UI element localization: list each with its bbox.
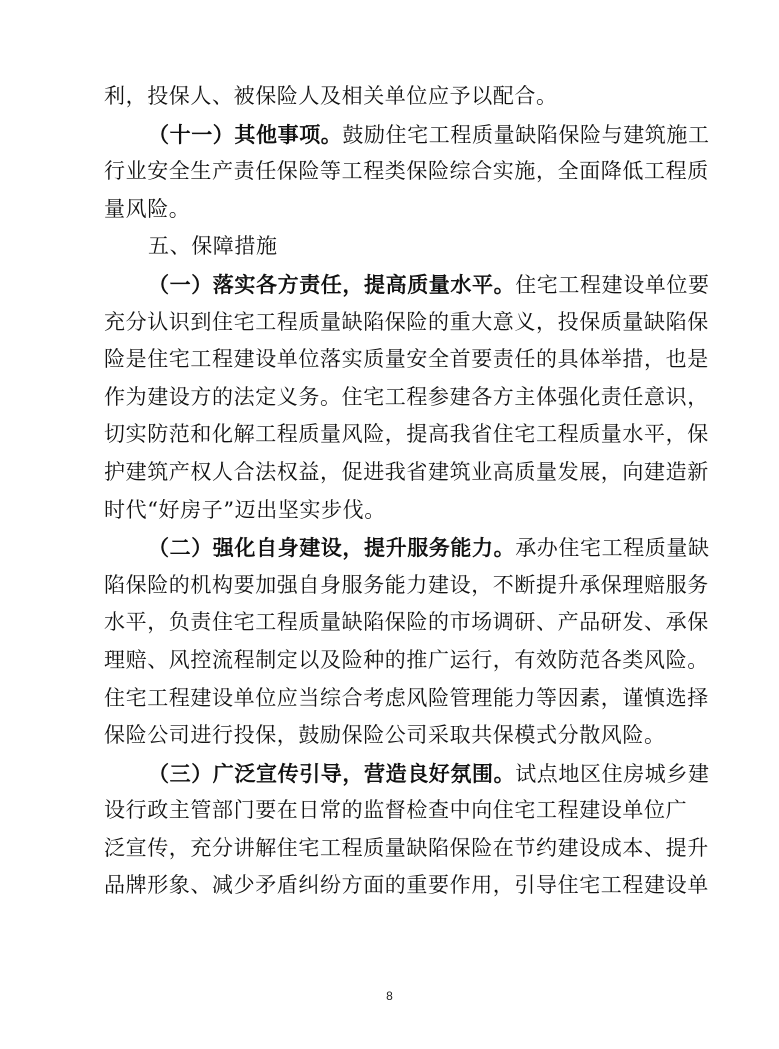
body-text: 切实防范和化解工程质量风险，提高我省住宅工程质量水平，保 — [104, 422, 709, 447]
body-text: 利，投保人、被保险人及相关单位应予以配合。 — [104, 84, 558, 108]
text-line — [104, 680, 709, 718]
section-subheading: （十一）其他事项。 — [148, 121, 343, 147]
text-line — [104, 567, 709, 605]
text-line — [104, 266, 710, 304]
body-text: 鼓励住宅工程质量缺陷保险与建筑施工 — [342, 122, 710, 147]
body-text: 试点地区住房城乡建 — [515, 761, 710, 786]
text-line — [104, 642, 709, 680]
body-text: 设行政主管部门要在日常的监督检查中向住宅工程建设单位广 — [104, 798, 688, 823]
body-text: 量风险。 — [104, 196, 191, 221]
text-line — [104, 228, 684, 266]
body-text: 承办住宅工程质量缺 — [515, 536, 710, 561]
text-line — [104, 492, 684, 530]
body-text: 行业安全生产责任保险等工程类保险综合实施，全面降低工程质 — [104, 159, 709, 184]
body-text: 护建筑产权人合法权益，促进我省建筑业高质量发展，向建造新 — [104, 459, 709, 484]
document-body — [104, 78, 710, 905]
body-text: 住宅工程建设单位应当综合考虑风险管理能力等因素，谨慎选择 — [104, 685, 709, 710]
body-text: 水平，负责住宅工程质量缺陷保险的市场调研、产品研发、承保 — [104, 610, 709, 635]
page-number: 8 — [386, 989, 393, 1003]
body-text: 作为建设方的法定义务。住宅工程参建各方主体强化责任意识， — [104, 384, 709, 409]
section-subheading: （二）强化自身建设，提升服务能力。 — [148, 535, 516, 561]
text-line — [104, 416, 709, 454]
text-line — [104, 717, 684, 755]
section-subheading: （三）广泛宣传引导，营造良好氛围。 — [148, 760, 516, 786]
text-line — [104, 454, 709, 492]
text-line — [104, 604, 709, 642]
section-heading: 五、保障措施 — [148, 234, 278, 259]
text-line — [104, 191, 684, 229]
body-text: 泛宣传，充分讲解住宅工程质量缺陷保险在节约建设成本、提升 — [104, 835, 709, 860]
body-text: 陷保险的机构要加强自身服务能力建设，不断提升承保理赔服务 — [104, 572, 709, 597]
body-text: 险是住宅工程建设单位落实质量安全首要责任的具体举措，也是 — [104, 347, 709, 372]
text-line — [104, 153, 709, 191]
body-text: 保险公司进行投保，鼓励保险公司采取共保模式分散风险。 — [104, 723, 666, 748]
text-line — [104, 792, 688, 830]
text-line — [104, 304, 709, 342]
text-line — [104, 341, 709, 379]
text-line — [104, 116, 710, 154]
body-text: 理赔、风控流程制定以及险种的推广运行，有效防范各类风险。 — [104, 647, 709, 672]
text-line — [104, 379, 709, 417]
text-line — [104, 529, 710, 567]
section-subheading: （一）落实各方责任，提高质量水平。 — [148, 271, 516, 297]
body-text: 品牌形象、减少矛盾纠纷方面的重要作用，引导住宅工程建设单 — [104, 873, 709, 898]
body-text: 时代“好房子”迈出坚实步伐。 — [104, 497, 386, 522]
text-line — [104, 78, 684, 116]
text-line — [104, 867, 709, 905]
text-line — [104, 755, 710, 793]
text-line — [104, 830, 709, 868]
body-text: 充分认识到住宅工程质量缺陷保险的重大意义，投保质量缺陷保 — [104, 309, 709, 334]
body-text: 住宅工程建设单位要 — [515, 272, 710, 297]
